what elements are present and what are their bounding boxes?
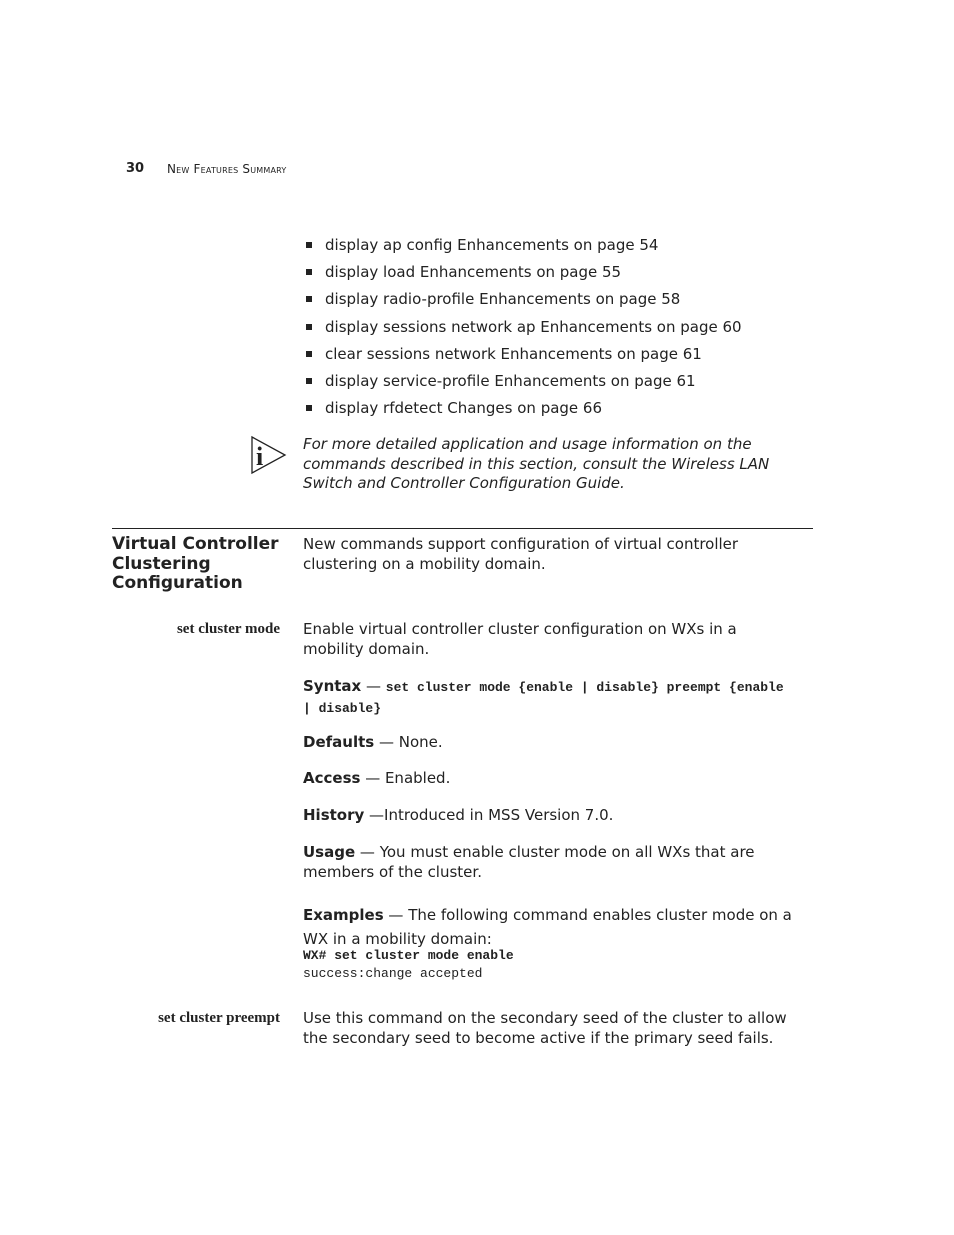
section-title: Virtual Controller Clustering Configuration xyxy=(112,534,279,593)
bullet-square-icon xyxy=(306,242,312,248)
syntax-line-1: set cluster mode {enable | disable} preempt {enable xyxy=(385,680,784,695)
section-divider xyxy=(112,528,813,529)
bullet-square-icon xyxy=(306,378,312,384)
defaults-line xyxy=(303,733,443,753)
access-label: Access xyxy=(303,769,361,787)
list-item-text: display load Enhancements on page 55 xyxy=(325,263,622,282)
list-item-text: display rfdetect Changes on page 66 xyxy=(325,399,603,418)
history-line xyxy=(303,806,613,826)
defaults-text: — None. xyxy=(374,733,443,751)
section-intro: New commands support configuration of virtual controller clustering on a mobility domain. xyxy=(303,535,739,573)
list-item-text: display service-profile Enhancements on page 61 xyxy=(325,371,696,390)
command-heading-set-cluster-preempt: set cluster preempt xyxy=(158,1010,280,1026)
list-item-text: display sessions network ap Enhancements on page 60 xyxy=(325,317,742,336)
examples-paragraph xyxy=(303,903,815,951)
bullet-square-icon xyxy=(306,269,312,275)
list-item-text: display radio-profile Enhancements on page 58 xyxy=(325,290,681,309)
command-heading-set-cluster-mode: set cluster mode xyxy=(176,621,280,637)
list-item xyxy=(303,398,742,425)
bullet-square-icon xyxy=(306,405,312,411)
list-item xyxy=(303,371,742,398)
list-item xyxy=(303,262,742,289)
history-text: —Introduced in MSS Version 7.0. xyxy=(364,806,614,824)
syntax-label: Syntax xyxy=(303,677,362,695)
history-label: History xyxy=(303,806,365,824)
access-line xyxy=(303,769,450,789)
page-number: 30 xyxy=(126,161,145,176)
example-output: success:change accepted xyxy=(303,966,483,981)
bullet-square-icon xyxy=(306,296,312,302)
svg-text:i: i xyxy=(256,442,264,471)
examples-text: — The following command enables cluster mode on a WX in a mobility domain: xyxy=(303,906,792,948)
access-text: — Enabled. xyxy=(360,769,451,787)
list-item-text: clear sessions network Enhancements on page 61 xyxy=(325,344,702,363)
example-command: WX# set cluster mode enable xyxy=(303,948,514,963)
usage-label: Usage xyxy=(303,843,356,861)
examples-label: Examples xyxy=(303,906,384,924)
info-icon xyxy=(250,435,288,475)
list-item xyxy=(303,317,742,344)
defaults-label: Defaults xyxy=(303,733,375,751)
syntax-block xyxy=(303,677,815,718)
usage-text: — You must enable cluster mode on all WXs that are members of the cluster. xyxy=(303,843,755,881)
command-description: Use this command on the secondary seed of the cluster to allow the secondary seed to become active if the primary seed fails. xyxy=(303,1009,787,1047)
running-title: New Features Summary xyxy=(167,162,287,176)
list-item xyxy=(303,235,742,262)
syntax-dash: — xyxy=(361,677,386,695)
note-text: For more detailed application and usage information on the commands described in this section, consult the Wireless LAN Switch and Controller Configuration Guide. xyxy=(303,435,770,492)
list-item xyxy=(303,344,742,371)
command-description: Enable virtual controller cluster configuration on WXs in a mobility domain. xyxy=(303,620,737,658)
bullet-square-icon xyxy=(306,324,312,330)
usage-paragraph xyxy=(303,843,815,882)
command-bullet-list xyxy=(303,235,742,425)
list-item-text: display ap config Enhancements on page 54 xyxy=(325,236,659,254)
syntax-line-2: | disable} xyxy=(303,700,382,716)
list-item xyxy=(303,289,742,316)
bullet-square-icon xyxy=(306,351,312,357)
